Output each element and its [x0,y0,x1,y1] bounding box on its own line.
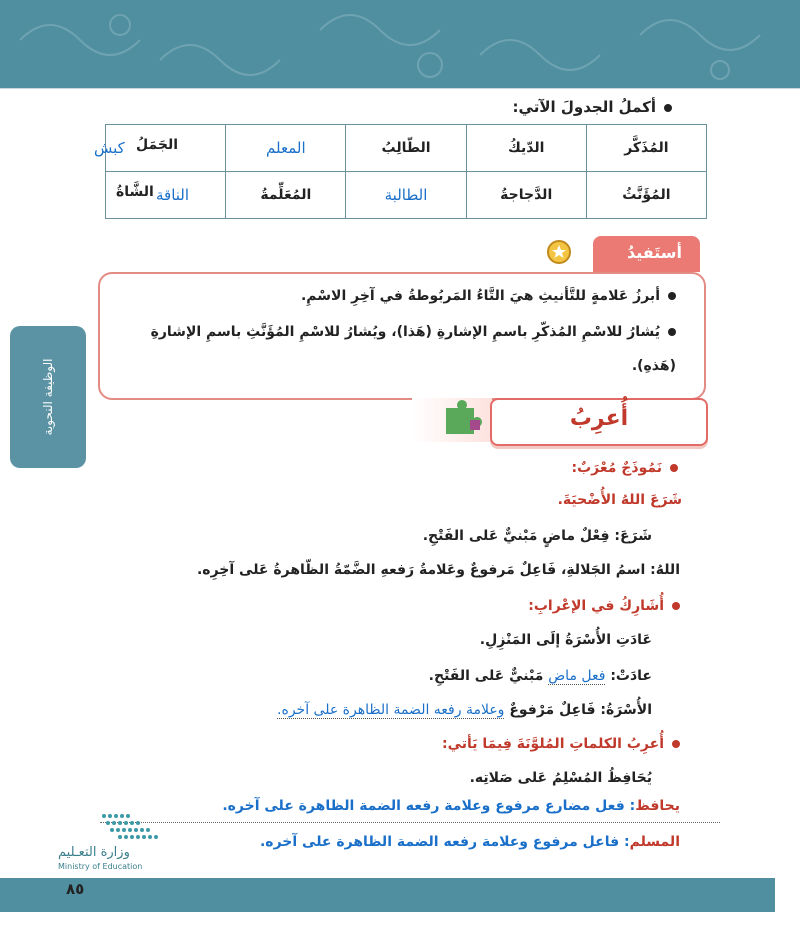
ministry-name-en: Ministry of Education [58,862,143,871]
example-sentence: شَرَعَ اللهُ الأُضْحيَةَ. [557,492,682,508]
example-line-2: اللهُ: اسمُ الجَلالةِ، فَاعِلٌ مَرفوعٌ وعَلامةُ رَفعهِ الضَّمّةُ الظّاهرةُ عَلى آخِرِه. [196,562,680,578]
puzzle-icon [440,400,488,440]
header-pattern [0,0,800,88]
table-cell: المُؤَنَّثُ [586,172,706,219]
header-divider [0,88,800,89]
section-banner [490,398,708,446]
table-row [106,172,707,219]
example-heading: نَمُوذَجٌ مُعْرَبٌ: [571,460,678,476]
table-cell: الدَّجاجةُ [466,172,586,219]
table-cell: الدّيكُ [466,125,586,172]
note-1: أبرزُ عَلامةٍ للتَّأنيثِ هيَ التَّاءُ المَربُوطةُ في آخِرِ الاسْمِ. [301,288,676,304]
side-tab [10,326,86,468]
instruction-text: أكملُ الجدولَ الآتي: [512,98,656,116]
instruction-line [513,98,672,116]
share-line-2: الأُسْرَةُ: فَاعِلٌ مَرْفوعٌ وعلامة رفعه الضمة الظاهرة على آخره. [277,702,652,718]
handwritten-answer: كبش [94,139,125,157]
answer-2[interactable]: المسلم: فاعل مرفوع وعلامة رفعه الضمة الظاهرة على آخره. [259,834,680,850]
ministry-logo-icon [100,810,162,842]
side-tab-label: الوظيفة النحوية [41,358,55,436]
handwritten-answer: المعلم [266,139,306,157]
parse-heading: أُعرِبُ الكلماتِ المُلوَّنَةَ فِيمَا يَأتي: [442,736,680,752]
note-2: يُشارُ للاسْمِ المُذكّرِ باسمِ الإشارةِ (هَذا)، ويُشارُ للاسْمِ المُؤَنَّثِ باسمِ الإشارةِ [151,324,676,340]
parse-sentence: يُحَافِظُ المُسْلِمُ عَلى صَلاتِه. [469,770,652,786]
ministry-name: وزارة التعـليم [58,845,130,860]
share-heading: أُشَارِكُ في الإعْرابِ: [528,598,680,614]
footer-band [0,878,775,912]
handwritten-answer[interactable]: وعلامة رفعه الضمة الظاهرة على آخره. [277,702,505,718]
table-row [106,125,707,172]
bullet-icon [664,104,672,112]
learn-tab [593,236,700,272]
table-cell: الجَمَلُ كبش [106,125,226,172]
answer-1[interactable]: يحافظ: فعل مضارع مرفوع وعلامة رفعه الضمة الظاهرة على آخره. [222,798,680,814]
answer-dotted-line [100,822,720,823]
section-title: أُعرِبُ [569,406,629,431]
example-line-1: شَرَعَ: فِعْلٌ ماضٍ مَبْنيٌّ عَلى الفَتْحِ. [422,528,652,544]
handwritten-answer: الطالبة [384,186,428,204]
table-cell[interactable] [226,125,346,172]
page-number: ٨٥ [66,880,85,898]
handwritten-answer[interactable]: فعل ماض [548,668,606,684]
medal-icon [546,240,572,266]
table-cell: المُعَلِّمةُ [226,172,346,219]
table-cell: الطّالِبُ [346,125,466,172]
header-band [0,0,800,88]
handwritten-answer: الناقة [156,186,190,204]
share-line-1: عادَتْ: فعل ماض مَبْنيٌّ عَلى الفَتْحِ. [428,668,652,684]
table-cell[interactable] [346,172,466,219]
share-sentence: عَادَتِ الأُسْرَةُ إلَى المَنْزِلِ. [479,632,652,648]
table-cell: المُذَكَّر [586,125,706,172]
gender-table [94,124,707,219]
note-2-cont: (هَذهِ). [631,358,676,374]
learn-tab-label: أستَفيدُ [626,243,682,262]
table-cell: الناقة الشَّاةُ [106,172,226,219]
